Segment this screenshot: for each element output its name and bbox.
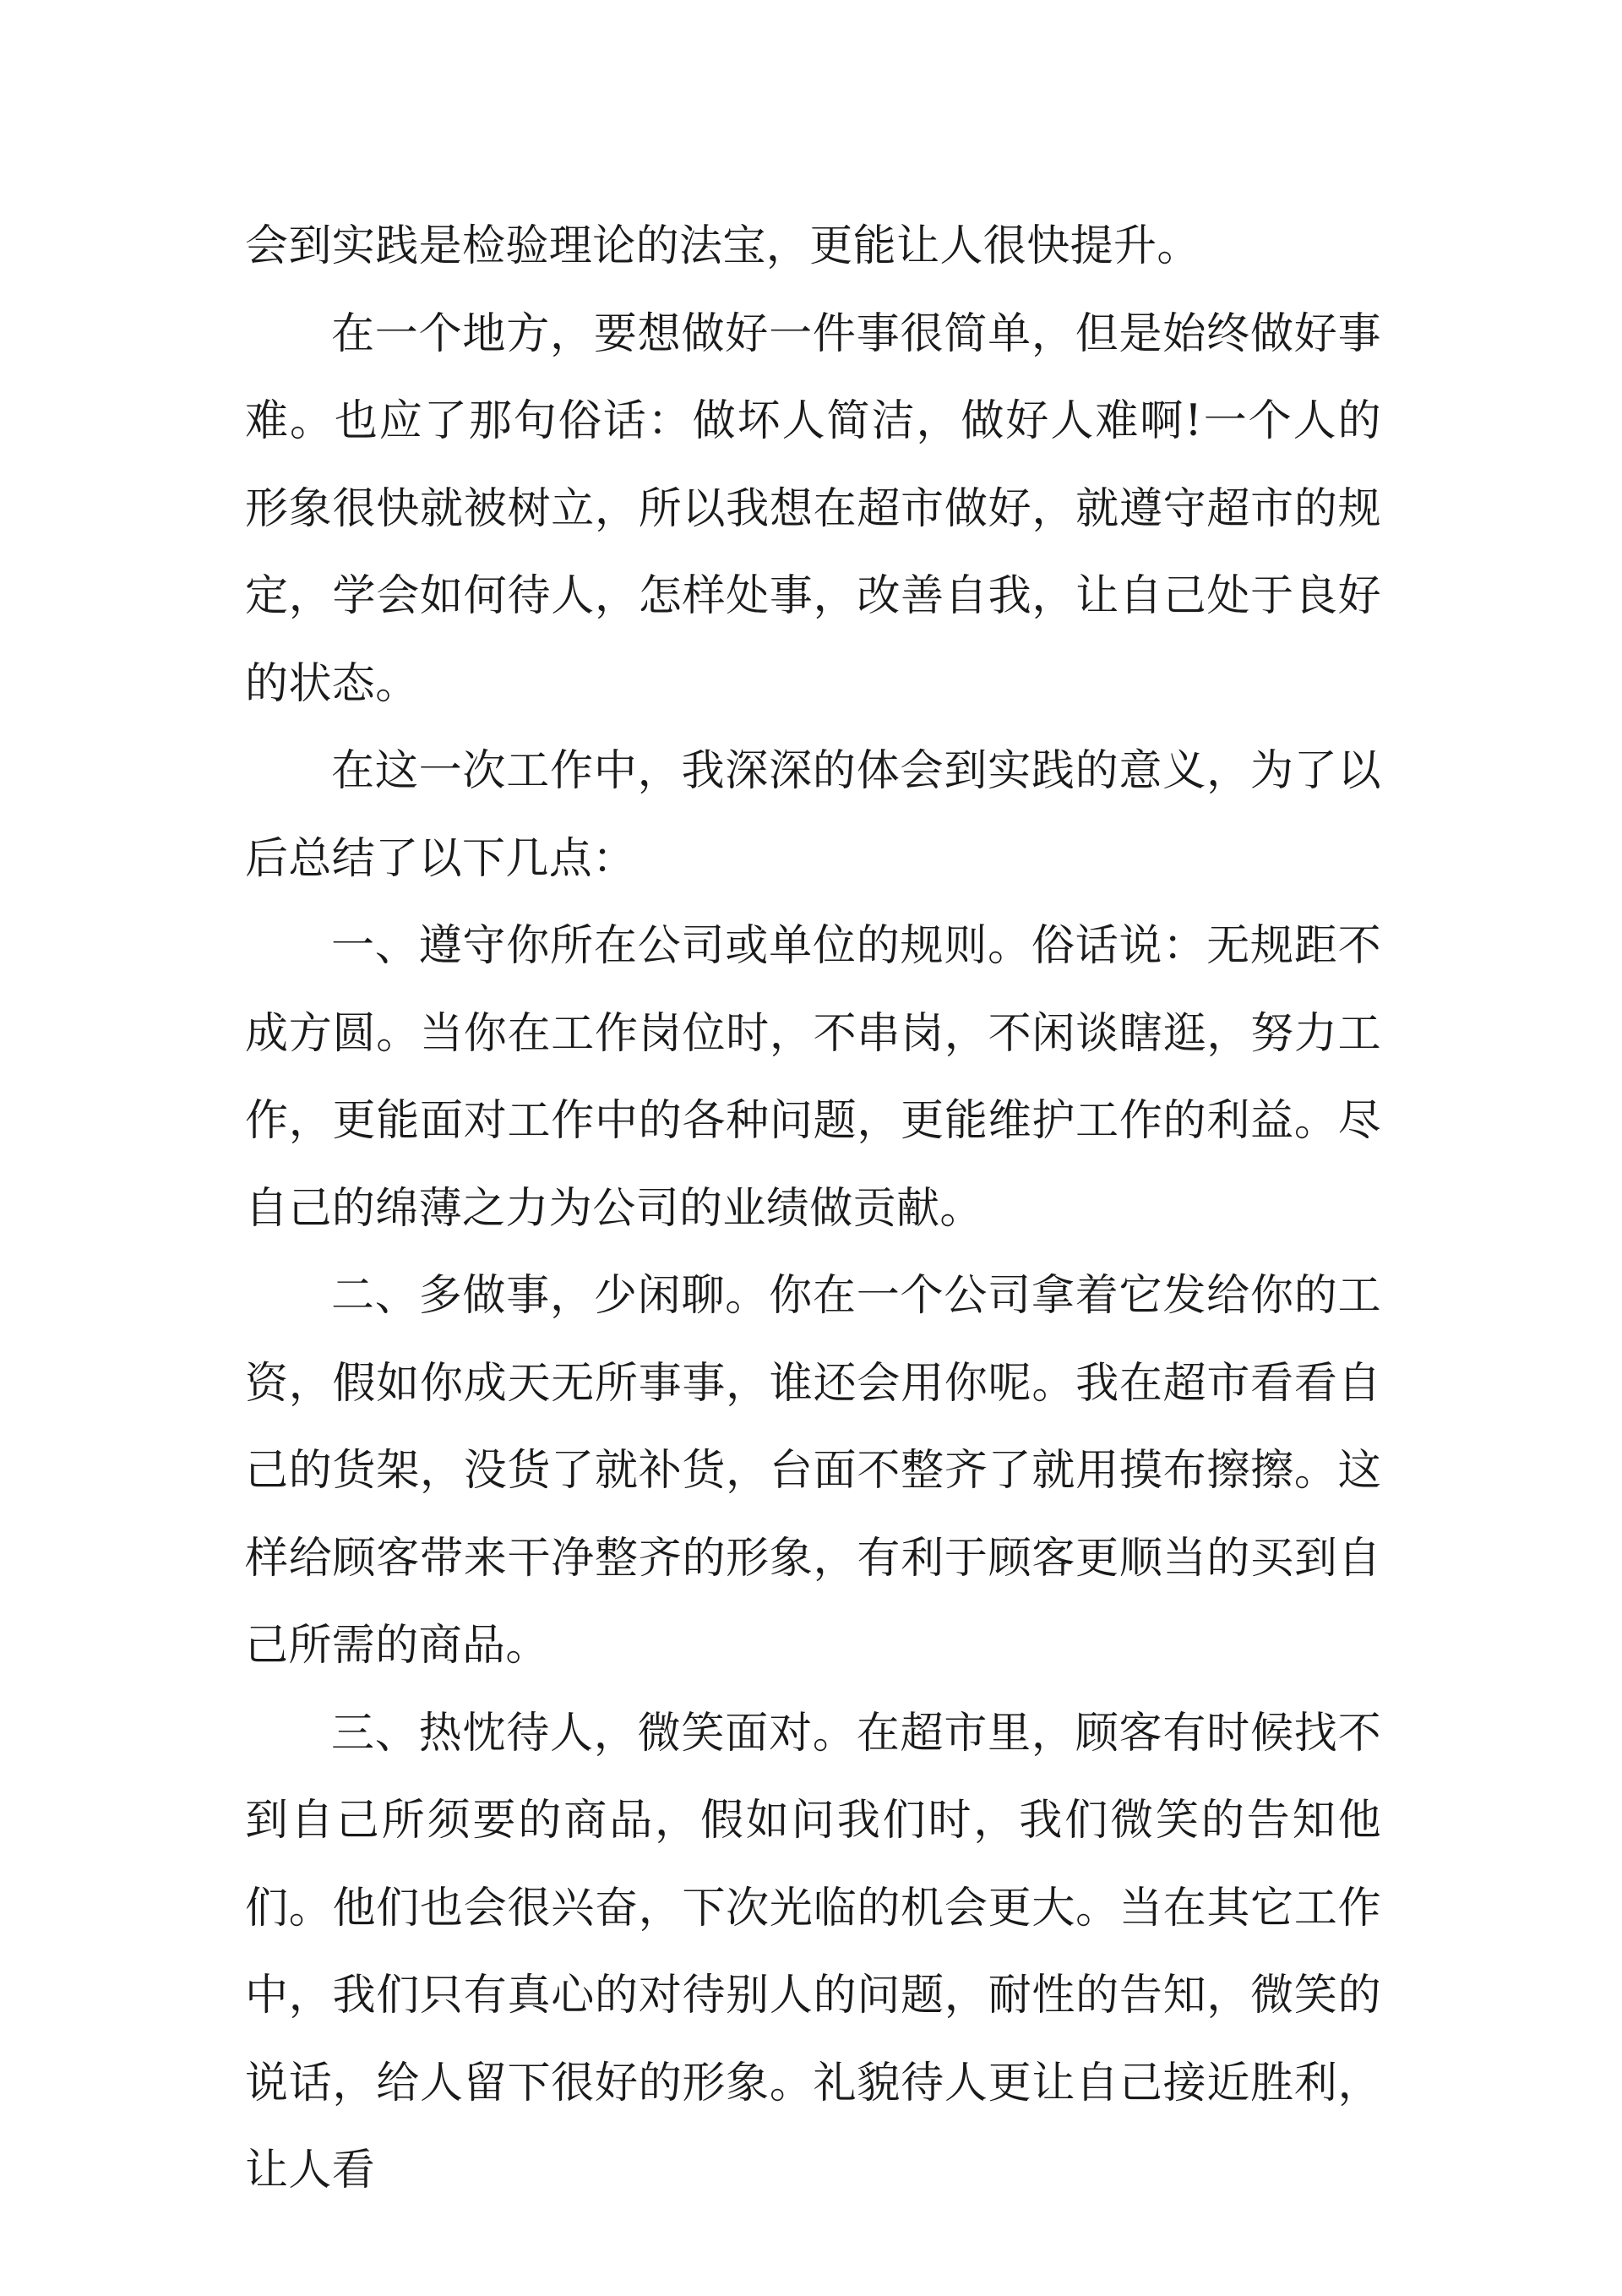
paragraph-1: 会到实践是检验理论的法宝，更能让人很快提升。 (245, 221, 1200, 271)
paragraph-6: 三、热忱待人，微笑面对。在超市里，顾客有时候找不到自己所须要的商品，假如问我们时，我们微笑的告知他们。他们也会很兴奋，下次光临的机会更大。当在其它工作中，我们只有真心的对待别人的问题，耐性的告知，微笑的说话，给人留下很好的形象。礼貌待人更让自己接近胜利，让人看 (245, 1708, 1381, 2195)
paragraph-3: 在这一次工作中，我深深的体会到实践的意义，为了以后总结了以下几点： (245, 746, 1381, 884)
paragraph-4: 一、遵守你所在公司或单位的规则。俗话说：无规距不成方圆。当你在工作岗位时，不串岗，不闲谈瞎逛，努力工作，更能面对工作中的各种问题，更能维护工作的利益。尽自己的绵薄之力为公司的业绩做贡献。 (245, 921, 1381, 1234)
paragraph-5: 二、多做事，少闲聊。你在一个公司拿着它发给你的工资，假如你成天无所事事，谁还会用你呢。我在超市看看自己的货架，没货了就补货，台面不整齐了就用摸布擦擦。这样给顾客带来干净整齐的形象，有利于顾客更顺当的买到自己所需的商品。 (245, 1271, 1381, 1671)
document-page (245, 203, 1381, 2215)
paragraph-2: 在一个地方，要想做好一件事很简单，但是始终做好事难。也应了那句俗话：做坏人简洁，做好人难啊!一个人的形象很快就被树立，所以我想在超市做好，就遵守超市的规定，学会如何待人，怎样处事，改善自我，让自己处于良好的状态。 (245, 308, 1381, 709)
